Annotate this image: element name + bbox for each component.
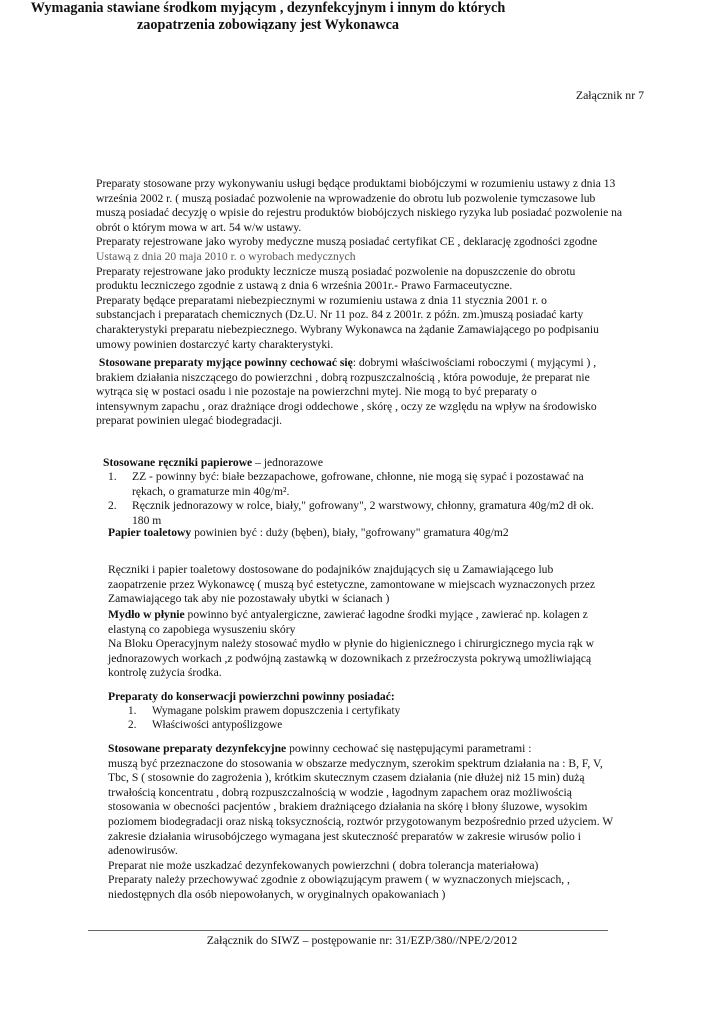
conservation-list [128, 704, 628, 732]
list-item: 1. Wymagane polskim prawem dopuszczenia i certyfikaty [128, 705, 401, 717]
list-number: 2. [108, 499, 117, 513]
washing-line: preparat powinien ulegać biodegradacji. [96, 414, 283, 428]
towels-heading: Stosowane ręczniki papierowe [103, 456, 253, 469]
list-number: 2. [128, 719, 137, 731]
footer-text: Załącznik do SIWZ – postępowanie nr: 31/EZP/380//NPE/2/2012 [206, 933, 518, 947]
intro-line: substancjach i preparatach chemicznych (Dz.U. Nr 11 poz. 84 z 2001r. z późn. zm.)muszą posiadać karty [96, 308, 584, 322]
intro-line: obrót o którym mowa w art. 54 w/w ustawy. [96, 220, 302, 234]
disinfection-line: stosowania w obecności pacjentów , brakiem drażniącego działania na skórę i błony śluzowe, wysokim [108, 800, 588, 814]
conservation-heading: Preparaty do konserwacji powierzchni powinny posiadać: [108, 690, 395, 703]
dispensers-line: zaopatrzenie przez Wykonawcę ( muszą być estetyczne, zamontowane w miejscach wyznaczonych przez [108, 577, 596, 591]
toilet-paper-line: Papier toaletowy powinien być : duży (bęben), biały, "gofrowany" gramatura 40g/m2 [108, 526, 509, 539]
intro-line: Preparaty będące preparatami niebezpiecznymi w rozumieniu ustawa z dnia 11 stycznia 2001 r. o [96, 293, 547, 307]
list-item: 2. Właściwości antypoślizgowe [128, 719, 283, 731]
intro-line: Preparaty rejestrowane jako produkty lecznicze muszą posiadać pozwolenie na dopuszczenie do obrotu [96, 264, 576, 278]
disinfection-heading: Stosowane preparaty dezynfekcyjne [108, 742, 287, 755]
intro-line: września 2002 r. ( muszą posiadać pozwolenie na wprowadzenie do obrotu lub pozwolenie tymczasowe lub [96, 191, 596, 205]
towels-heading-line: Stosowane ręczniki papierowe – jednorazowe [103, 456, 324, 469]
intro-line: umowy powinien dostarczyć karty charakterystyki. [96, 337, 334, 351]
disinfection-line: Tbc, S ( stosownie do zagrożenia ), krótkim skutecznym czasem działania (nie dłużej niż 15 min) dużą [108, 771, 585, 785]
soap-line: Mydło w płynie powinno być antyalergiczne, zawierać łagodne środki myjące , zawierać np. kolagen z [108, 608, 588, 621]
dispensers-line: Zamawiającego tak aby nie pozostawały ubytki w ścianach ) [108, 592, 390, 606]
attachment-number: Załącznik nr 7 [575, 88, 644, 102]
washing-line: intensywnym zapachu , oraz drażniące drogi oddechowe , skórę , oczy ze względu na wpływ na środowisko [96, 399, 597, 413]
conservation-heading-line [108, 690, 648, 705]
soap-line: jednorazowych workach ,z podwójną zastawką w dozownikach z przeźroczysta pokrywą umożliwiającą [108, 651, 592, 665]
intro-line: Preparaty stosowane przy wykonywaniu usługi będące produktami biobójczymi w rozumieniu ustawy z dnia 13 [96, 177, 616, 190]
towels-section [103, 456, 655, 471]
title-line-2: zaopatrzenia zobowiązany jest Wykonawca [136, 16, 400, 33]
disinfection-section [108, 742, 648, 903]
dispensers-paragraph [108, 563, 638, 607]
disinfection-line: zakresie działania wirusobójczego wymagana jest skuteczność preparatów w zakresie wirusów polio i [108, 829, 581, 843]
intro-paragraph [96, 177, 656, 352]
washing-line: Stosowane preparaty myjące powinny cechować się: dobrymi właściwościami roboczymi ( myjącymi ) , [98, 356, 597, 369]
list-item: 2. Ręcznik jednorazowy w rolce, biały," gofrowany", 2 warstwowy, chłonny, gramatura 40g/m2 dł ok. 180 m [108, 499, 594, 527]
footer-divider [88, 930, 608, 931]
conservation-section [108, 690, 648, 705]
washing-heading: Stosowane preparaty myjące powinny cechować się [98, 356, 353, 369]
list-number: 1. [128, 705, 137, 717]
washing-section [96, 356, 656, 429]
disinfection-line: Stosowane preparaty dezynfekcyjne powinny cechować się następującymi parametrami : [108, 742, 532, 755]
list-item: 1. ZZ - powinny być: białe bezzapachowe, gofrowane, chłonne, nie mogą się sypać i pozostawać na rękach, o gramaturze min 40g/m². [108, 470, 584, 498]
disinfection-line: adenowirusów. [108, 844, 178, 858]
page-title [0, 0, 536, 33]
soap-line: kontrolę zużycia środka. [108, 666, 222, 680]
soap-heading: Mydło w płynie [108, 608, 185, 621]
washing-line: wytrąca się w postaci osadu i nie pozostaje na powierzchni mytej. Nie mogą to być preparaty o [96, 385, 537, 399]
disinfection-line: Preparat nie może uszkadzać dezynfekowanych powierzchni ( dobra tolerancja materiałowa) [108, 858, 539, 872]
intro-line: muszą posiadać decyzję o wpisie do rejestru produktów biobójczych niskiego ryzyka lub posiadać pozwolenie na [96, 206, 623, 220]
disinfection-line: niedostępnych dla osób niepowołanych, w oryginalnych opakowaniach ) [108, 887, 446, 901]
soap-section [108, 608, 648, 681]
disinfection-line: muszą być przeznaczone do stosowania w obszarze medycznym, szerokim spektrum działania na : B, F, V, [108, 756, 603, 770]
dispensers-line: Ręczniki i papier toaletowy dostosowane do podajników znajdujących się u Zamawiającego lub [108, 563, 554, 576]
disinfection-line: trwałością koncentratu , dobrą rozpuszczalnością w wodzie , łagodnym zapachem oraz możliwością [108, 785, 572, 799]
soap-line: elastyną co zapobiega wysuszeniu skóry [108, 622, 296, 636]
intro-line: Ustawą z dnia 20 maja 2010 r. o wyrobach medycznych [96, 249, 356, 263]
intro-line: Preparaty rejestrowane jako wyroby medyczne muszą posiadać certyfikat CE , deklarację zgodności zgodne [96, 235, 598, 249]
washing-line: brakiem działania niszczącego do powierzchni , dobrą rozpuszczalnością , która powoduje, że preparat nie [96, 370, 590, 384]
disinfection-line: poziomem biodegradacji oraz niską toksycznością, roztwór przygotowanym bezpośrednio przed użyciem. W [108, 814, 614, 828]
title-line-1: Wymagania stawiane środkom myjącym , dezynfekcyjnym i innym do których [30, 0, 506, 16]
list-number: 1. [108, 470, 117, 483]
soap-line: Na Bloku Operacyjnym należy stosować mydło w płynie do higienicznego i chirurgicznego mycia rąk w [108, 637, 594, 651]
toilet-paper-heading: Papier toaletowy [108, 526, 192, 539]
disinfection-line: Preparaty należy przechowywać zgodnie z obowiązującym prawem ( w wyznaczonych miejscach, , [108, 873, 570, 887]
towels-list [108, 470, 638, 528]
intro-line: charakterystyki preparatu niebezpiecznego. Wybrany Wykonawca na żądanie Zamawiającego po podpisaniu [96, 322, 599, 336]
intro-line: produktu leczniczego zgodnie z ustawą z dnia 6 września 2001r.- Prawo Farmaceutyczne. [96, 279, 513, 293]
